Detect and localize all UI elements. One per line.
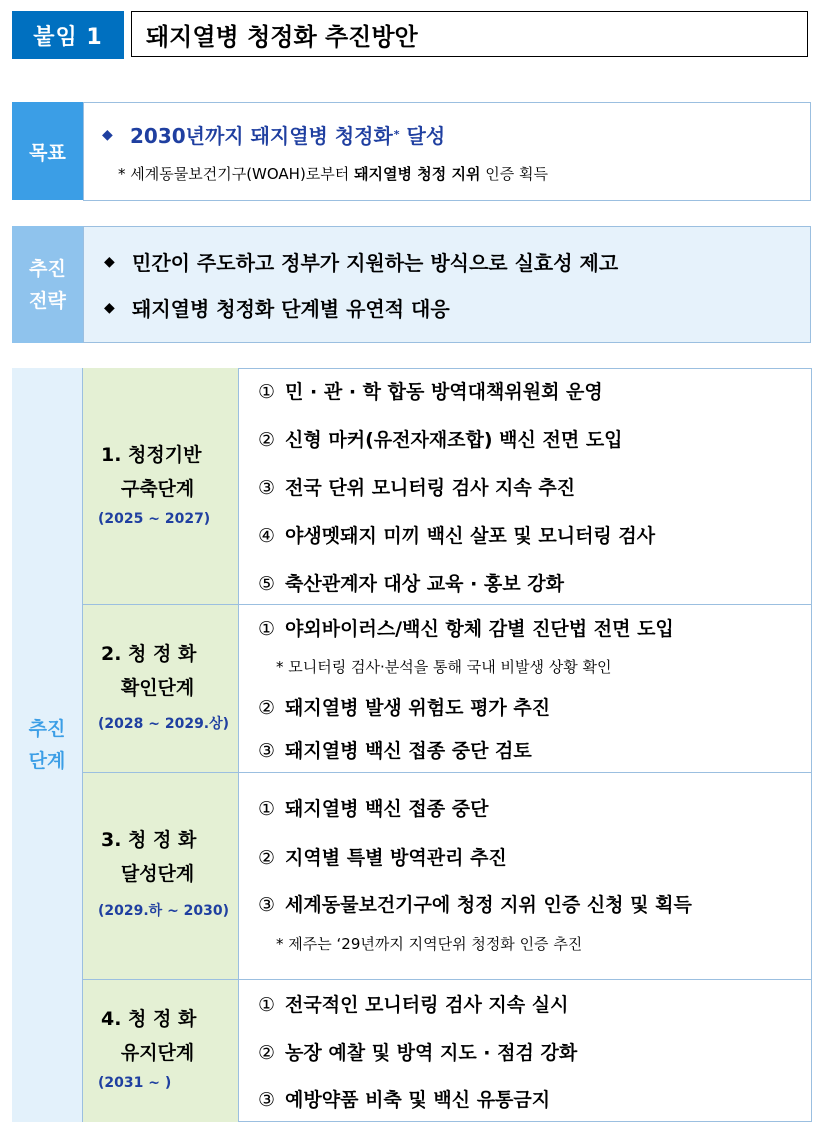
item-number: ③ xyxy=(258,740,276,762)
phase-item xyxy=(258,425,623,452)
item-text: 야외바이러스/백신 항체 감별 진단법 전면 도입 xyxy=(285,618,674,640)
item-number: ③ xyxy=(258,477,276,499)
goal-note-tail: 인증 획득 xyxy=(485,165,548,183)
item-number: ③ xyxy=(258,1089,276,1111)
strategy-item-text: 민간이 주도하고 정부가 지원하는 방식으로 실효성 제고 xyxy=(132,251,619,275)
item-number: ② xyxy=(258,1042,276,1064)
goal-note xyxy=(118,163,548,184)
phase-period: (2031 ~ ) xyxy=(98,1075,172,1091)
stages-label-line1: 추진 xyxy=(28,718,66,740)
phase-note: * 제주는 ‘29년까지 지역단위 청정화 인증 추진 xyxy=(276,935,583,953)
item-text: 지역별 특별 방역관리 추진 xyxy=(285,847,507,869)
phase-title: 1. 청정기반 구축단계 xyxy=(101,444,202,500)
item-number: ⑤ xyxy=(258,573,276,595)
strategy-label xyxy=(12,226,83,343)
stages-label-line2: 단계 xyxy=(28,750,66,772)
phase-item xyxy=(258,1038,577,1065)
item-number: ② xyxy=(258,847,276,869)
goal-main-label: 2030년까지 돼지열병 청정화 xyxy=(130,124,393,148)
row-divider xyxy=(239,772,811,773)
item-text: 야생멧돼지 미끼 백신 살포 및 모니터링 검사 xyxy=(285,525,656,547)
goal-footnote-mark: * xyxy=(393,128,400,141)
phase-title: 3. 청 정 화 달성단계 xyxy=(101,829,197,885)
strategy-label-line2: 전략 xyxy=(29,289,66,312)
strategy-label-line1: 추진 xyxy=(29,257,66,280)
item-number: ③ xyxy=(258,894,276,916)
phase-item xyxy=(258,794,488,821)
item-text: 전국 단위 모니터링 검사 지속 추진 xyxy=(285,477,576,499)
phase-period: (2028 ~ 2029.상) xyxy=(98,716,230,732)
phase-item xyxy=(258,990,568,1017)
item-text: 돼지열병 백신 접종 중단 xyxy=(285,798,489,820)
document-title: 돼지열병 청정화 추진방안 xyxy=(131,11,808,57)
phase-period: (2025 ~ 2027) xyxy=(98,511,211,527)
phase-item xyxy=(258,843,507,870)
item-number: ② xyxy=(258,697,276,719)
row-divider xyxy=(239,979,811,980)
phase-item xyxy=(258,736,532,763)
phase-note: * 모니터링 검사·분석을 통해 국내 비발생 상황 확인 xyxy=(276,658,612,676)
phase-item xyxy=(258,693,550,720)
phase-item xyxy=(258,890,692,917)
phase-item xyxy=(258,377,603,404)
phase-item xyxy=(258,521,655,548)
item-number: ① xyxy=(258,381,276,403)
strategy-item xyxy=(104,247,618,276)
item-text: 축산관계자 대상 교육 · 홍보 강화 xyxy=(285,573,564,595)
phase-cell xyxy=(83,368,239,605)
diamond-bullet-icon: ◆ xyxy=(102,126,113,143)
phase-title: 4. 청 정 화 유지단계 xyxy=(101,1008,197,1064)
goal-main-text xyxy=(102,120,445,149)
attachment-tag: 붙임 1 xyxy=(12,11,124,59)
goal-label: 목표 xyxy=(12,102,83,200)
phase-cell xyxy=(83,605,239,773)
item-text: 신형 마커(유전자재조합) 백신 전면 도입 xyxy=(285,429,623,451)
strategy-box xyxy=(83,226,811,343)
phase-title: 2. 청 정 화 확인단계 xyxy=(101,643,197,699)
phase-item xyxy=(258,569,564,596)
phase-item xyxy=(258,614,674,641)
phase-period: (2029.하 ~ 2030) xyxy=(98,903,230,919)
phase-item xyxy=(258,473,575,500)
item-number: ① xyxy=(258,798,276,820)
item-text: 농장 예찰 및 방역 지도 · 점검 강화 xyxy=(285,1042,578,1064)
diamond-bullet-icon: ◆ xyxy=(104,253,115,270)
row-divider xyxy=(239,604,811,605)
goal-main-tail: 달성 xyxy=(406,124,446,148)
phase-item xyxy=(258,1085,550,1112)
item-number: ④ xyxy=(258,525,276,547)
item-number: ① xyxy=(258,618,276,640)
goal-box xyxy=(83,102,811,201)
diamond-bullet-icon: ◆ xyxy=(104,299,115,316)
strategy-item xyxy=(104,293,450,322)
phase-cell xyxy=(83,773,239,980)
goal-note-bold: 돼지열병 청정 지위 xyxy=(354,165,481,183)
stages-label xyxy=(12,368,83,1122)
item-text: 전국적인 모니터링 검사 지속 실시 xyxy=(285,994,569,1016)
item-text: 돼지열병 발생 위험도 평가 추진 xyxy=(285,697,551,719)
item-number: ② xyxy=(258,429,276,451)
item-number: ① xyxy=(258,994,276,1016)
item-text: 예방약품 비축 및 백신 유통금지 xyxy=(285,1089,551,1111)
item-text: 세계동물보건기구에 청정 지위 인증 신청 및 획득 xyxy=(285,894,692,916)
goal-note-prefix: * 세계동물보건기구(WOAH)로부터 xyxy=(118,165,350,183)
item-text: 돼지열병 백신 접종 중단 검토 xyxy=(285,740,532,762)
strategy-item-text: 돼지열병 청정화 단계별 유연적 대응 xyxy=(132,297,450,321)
item-text: 민 · 관 · 학 합동 방역대책위원회 운영 xyxy=(285,381,603,403)
phase-cell xyxy=(83,980,239,1122)
